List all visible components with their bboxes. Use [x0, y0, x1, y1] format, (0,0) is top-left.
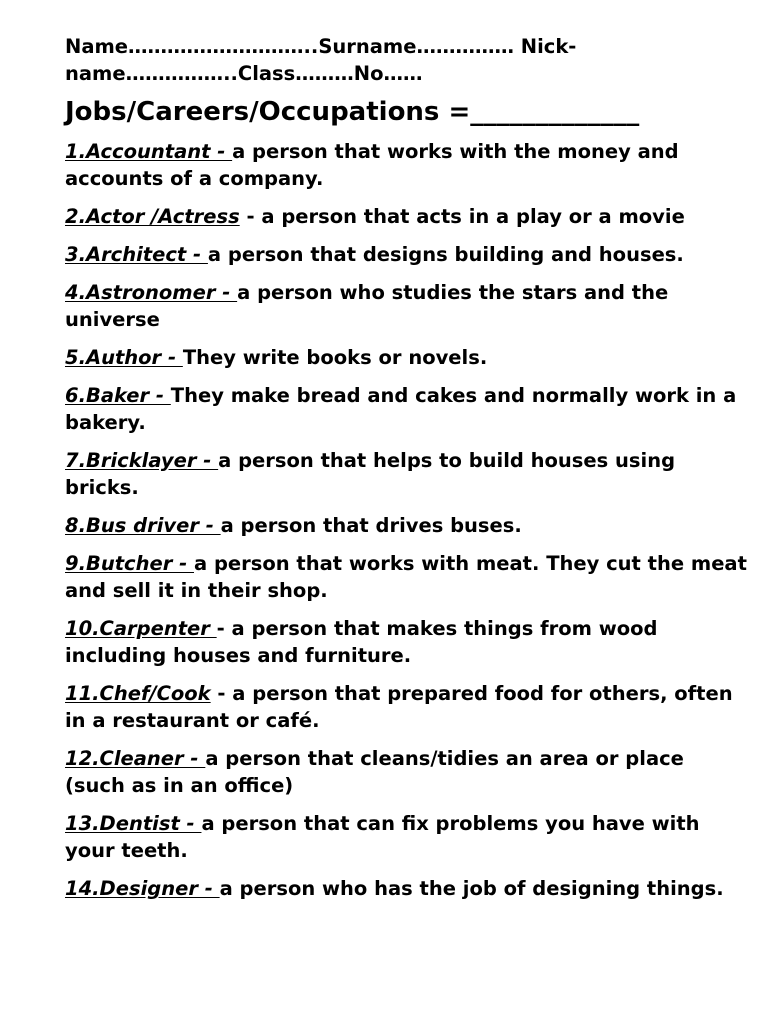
occupation-definition: a person that helps to build houses using bricks. — [65, 449, 682, 499]
occupation-entry-bus-driver — [65, 512, 750, 539]
occupation-definition: a person that can fix problems you have with your teeth. — [65, 812, 707, 862]
occupation-entry-author — [65, 344, 750, 371]
occupation-term: 14.Designer - — [65, 877, 220, 900]
page-title: Jobs/Careers/Occupations =_____________ — [65, 97, 640, 127]
occupation-entry-accountant — [65, 138, 750, 192]
occupation-definition: a person that designs building and houses. — [207, 243, 684, 266]
occupation-definition: a person that works with the money and accounts of a company. — [65, 140, 686, 190]
occupation-definition: - a person that prepared food for others, often in a restaurant or café. — [65, 682, 740, 732]
occupation-term: 4.Astronomer - — [65, 281, 238, 304]
occupation-entry-chef-cook — [65, 680, 750, 734]
occupation-list — [65, 138, 754, 902]
occupation-entry-architect — [65, 241, 750, 268]
occupation-definition: - a person that makes things from wood including houses and furniture. — [65, 617, 665, 667]
student-info-line-2: name……………..Class………No…… — [65, 62, 423, 85]
occupation-definition: They make bread and cakes and normally work in a bakery. — [65, 384, 744, 434]
occupation-entry-designer — [65, 875, 750, 902]
occupation-entry-astronomer — [65, 279, 750, 333]
occupation-term: 10.Carpenter — [65, 617, 217, 640]
student-info-line-1: Name………………………..Surname…………… Nick- — [65, 35, 577, 58]
occupation-definition: a person who has the job of designing things. — [219, 877, 724, 900]
occupation-entry-actor — [65, 203, 750, 230]
occupation-term: 3.Architect - — [65, 243, 208, 266]
occupation-term: 6.Baker - — [65, 384, 171, 407]
occupation-entry-butcher — [65, 550, 754, 604]
occupation-definition: a person who studies the stars and the universe — [65, 281, 676, 331]
occupation-entry-carpenter — [65, 615, 750, 669]
occupation-definition: a person that cleans/tidies an area or place (such as in an office) — [65, 747, 691, 797]
occupation-entry-dentist — [65, 810, 750, 864]
occupation-term: 12.Cleaner - — [65, 747, 206, 770]
occupation-definition: - a person that acts in a play or a movie — [239, 205, 685, 228]
occupation-term: 8.Bus driver - — [65, 514, 221, 537]
occupation-entry-baker — [65, 382, 750, 436]
occupation-term: 9.Butcher - — [65, 552, 194, 575]
occupation-term: 5.Author - — [65, 346, 183, 369]
occupation-term: 7.Bricklayer - — [65, 449, 219, 472]
occupation-definition: They write books or novels. — [182, 346, 488, 369]
occupation-term: 1.Accountant - — [65, 140, 233, 163]
occupation-term: 11.Chef/Cook — [65, 682, 211, 705]
occupation-definition: a person that works with meat. They cut the meat and sell it in their shop. — [65, 552, 754, 602]
occupation-term: 13.Dentist - — [65, 812, 202, 835]
occupation-entry-bricklayer — [65, 447, 750, 501]
occupation-entry-cleaner — [65, 745, 750, 799]
occupation-definition: a person that drives buses. — [220, 514, 522, 537]
occupation-term: 2.Actor /Actress — [65, 205, 240, 228]
